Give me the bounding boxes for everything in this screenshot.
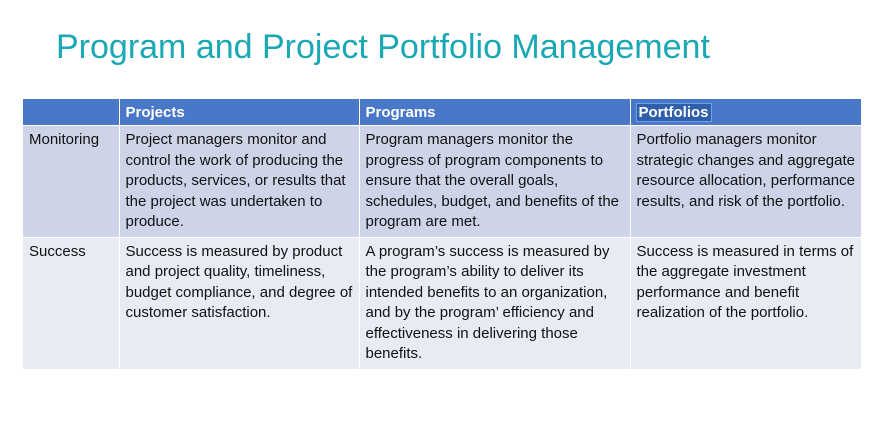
- cell-monitoring-projects[interactable]: Project managers monitor and control the work of producing the products, services, or results that the project was undertaken to produce.: [119, 126, 359, 238]
- cell-success-portfolios[interactable]: Success is measured in terms of the aggregate investment performance and benefit realization of the portfolio.: [630, 237, 861, 369]
- row-label-monitoring[interactable]: Monitoring: [23, 126, 119, 238]
- cell-success-programs[interactable]: A program’s success is measured by the program’s ability to deliver its intended benefits to an organization, and by the program’ efficiency and effectiveness in delivering those benefits.: [359, 237, 630, 369]
- cell-monitoring-programs[interactable]: Program managers monitor the progress of program components to ensure that the overall goals, schedules, budget, and benefits of the program are met.: [359, 126, 630, 238]
- selected-text-portfolios[interactable]: Portfolios: [638, 103, 709, 121]
- row-label-success[interactable]: Success: [23, 237, 119, 369]
- header-projects[interactable]: Projects: [119, 99, 359, 126]
- slide-title: Program and Project Portfolio Management: [56, 28, 710, 66]
- header-portfolios[interactable]: [630, 99, 861, 126]
- table-row-success: [23, 237, 861, 369]
- table-row-monitoring: [23, 126, 861, 238]
- comparison-table: [23, 99, 861, 370]
- cell-monitoring-portfolios[interactable]: Portfolio managers monitor strategic changes and aggregate resource allocation, performance results, and risk of the portfolio.: [630, 126, 861, 238]
- header-programs[interactable]: Programs: [359, 99, 630, 126]
- table-header-row: [23, 99, 861, 126]
- cell-success-projects[interactable]: Success is measured by product and project quality, timeliness, budget compliance, and degree of customer satisfaction.: [119, 237, 359, 369]
- header-corner-cell[interactable]: [23, 99, 119, 126]
